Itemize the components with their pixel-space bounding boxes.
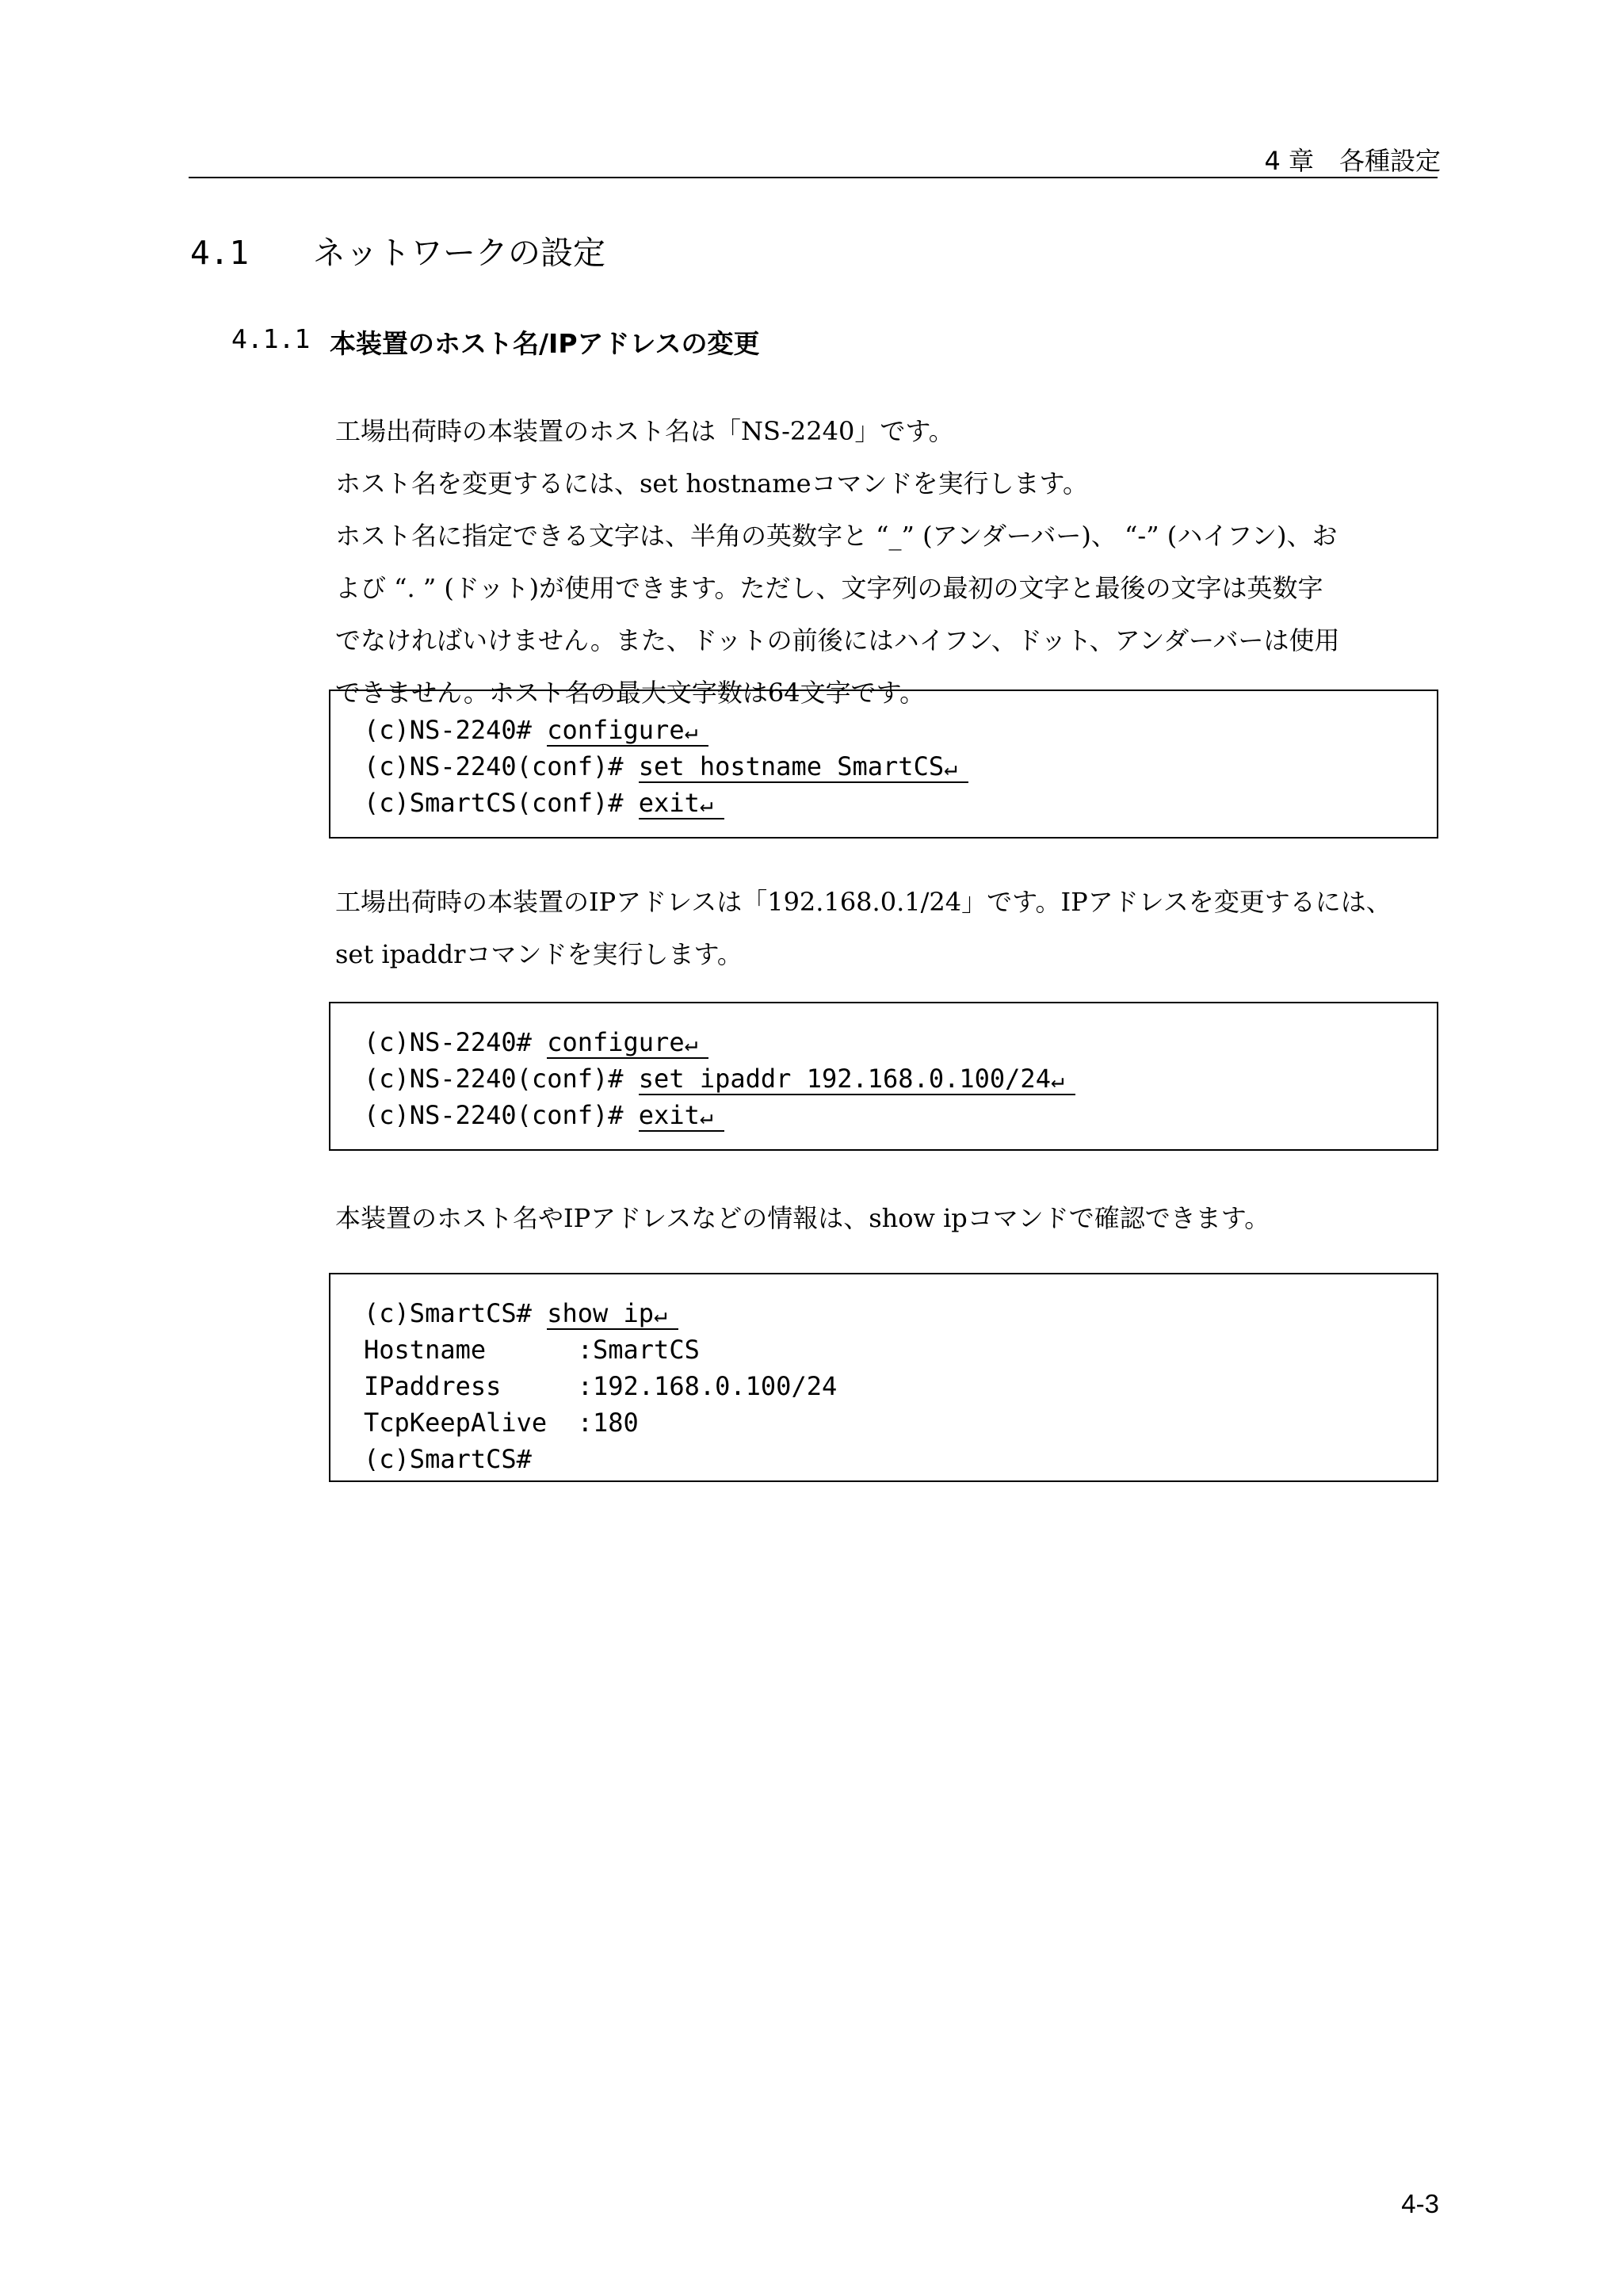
subsection-title: 本装置のホスト名/IPアドレスの変更: [330, 328, 760, 359]
code-line: [364, 1097, 1437, 1133]
section-number: 4.1: [190, 234, 250, 272]
paragraph-line: できません。ホスト名の最大文字数は64文字です。: [335, 678, 926, 708]
code-line: [364, 1024, 1437, 1060]
section-heading: [190, 227, 605, 273]
typed-command: set ipaddr 192.168.0.100/24↵: [639, 1064, 1075, 1095]
paragraph-line: 本装置のホスト名やIPアドレスなどの情報は、show ipコマンドで確認できます。: [335, 1203, 1270, 1233]
hostname-description: [335, 405, 1445, 719]
chapter-header: 4 章 各種設定: [1264, 146, 1441, 176]
typed-command: configure↵: [547, 715, 708, 747]
output-line: TcpKeepAlive :180: [364, 1408, 639, 1438]
enter-key-icon: ↵: [654, 1301, 667, 1328]
page-number: 4-3: [1401, 2189, 1439, 2218]
subsection-number: 4.1.1: [231, 323, 311, 354]
prompt: (c)NS-2240(conf)#: [364, 1100, 639, 1130]
show-ip-command-example: [329, 1273, 1438, 1482]
show-ip-description: [335, 1192, 1445, 1244]
enter-key-icon: ↵: [699, 791, 713, 817]
code-line: [364, 1295, 1437, 1331]
enter-key-icon: ↵: [684, 718, 698, 744]
typed-command: show ip↵: [547, 1298, 678, 1330]
prompt: (c)SmartCS(conf)#: [364, 788, 639, 818]
paragraph-line: set ipaddrコマンドを実行します。: [335, 939, 743, 969]
section-title: ネットワークの設定: [313, 234, 605, 272]
prompt: (c)NS-2240#: [364, 715, 548, 745]
final-prompt: (c)SmartCS#: [364, 1444, 532, 1474]
prompt: (c)NS-2240#: [364, 1027, 548, 1057]
enter-key-icon: ↵: [1050, 1067, 1064, 1093]
subsection-heading: [231, 323, 760, 361]
output-line: IPaddress :192.168.0.100/24: [364, 1371, 838, 1401]
paragraph-line: ホスト名に指定できる文字は、半角の英数字と “_” (アンダーバー)、 “-” (ハイフン)、お: [335, 521, 1338, 551]
code-line: [364, 748, 1437, 785]
prompt: (c)NS-2240(conf)#: [364, 751, 639, 781]
code-line: [364, 1060, 1437, 1097]
ipaddr-command-example: [329, 1002, 1438, 1151]
header-divider: [189, 177, 1438, 178]
ipaddr-description: [335, 876, 1445, 980]
output-line: Hostname :SmartCS: [364, 1335, 700, 1365]
paragraph-line: よび “. ” (ドット)が使用できます。ただし、文字列の最初の文字と最後の文字は英数字: [335, 573, 1323, 603]
typed-command: set hostname SmartCS↵: [639, 751, 968, 783]
paragraph-line: でなければいけません。また、ドットの前後にはハイフン、ドット、アンダーバーは使用: [335, 625, 1340, 655]
enter-key-icon: ↵: [944, 755, 957, 781]
typed-command: exit↵: [639, 788, 724, 819]
enter-key-icon: ↵: [699, 1103, 713, 1129]
paragraph-line: ホスト名を変更するには、set hostnameコマンドを実行します。: [335, 468, 1088, 499]
typed-command: configure↵: [547, 1027, 708, 1059]
code-line: [364, 712, 1437, 748]
enter-key-icon: ↵: [684, 1030, 698, 1056]
code-line: [364, 785, 1437, 821]
paragraph-line: 工場出荷時の本装置のIPアドレスは「192.168.0.1/24」です。IPアドレスを変更するには、: [335, 887, 1392, 917]
prompt: (c)SmartCS#: [364, 1298, 548, 1328]
prompt: (c)NS-2240(conf)#: [364, 1064, 639, 1094]
paragraph-line: 工場出荷時の本装置のホスト名は「NS-2240」です。: [335, 416, 954, 446]
hostname-command-example: [329, 690, 1438, 839]
typed-command: exit↵: [639, 1100, 724, 1132]
